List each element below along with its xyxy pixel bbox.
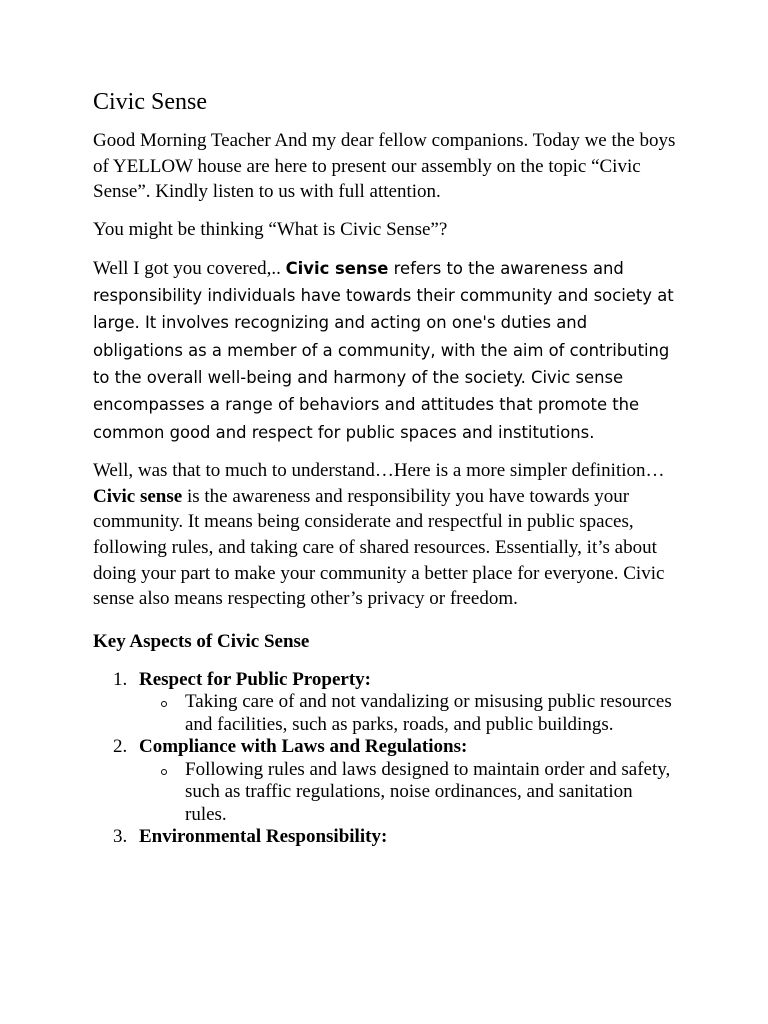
list-item-title: Compliance with Laws and Regulations: [139, 736, 468, 758]
key-aspects-list [93, 669, 678, 849]
sub-list-item-text: Taking care of and not vandalizing or misusing public resources and facilities, such as parks, roads, and public buildings. [185, 691, 672, 735]
key-aspects-heading: Key Aspects of Civic Sense [93, 631, 310, 653]
definition-1-text: refers to the awareness and responsibility individuals have towards their community and society at large. It involves recognizing and acting on one's duties and obligations as a member of a community, with the aim of contributing to the overall well-being and harmony of the society. Civic sense encompasses a range of behaviors and attitudes that promote the common good and respect for public spaces and institutions. [93, 258, 674, 442]
sub-list [139, 691, 678, 736]
list-item-title: Environmental Responsibility: [139, 826, 388, 848]
definition-paragraph-2 [93, 458, 678, 612]
circle-bullet-icon [161, 769, 167, 775]
definition-2-text: is the awareness and responsibility you have towards your community. It means being considerate and respectful in public spaces, following rules, and taking care of shared resources. Essentially, it’s about doing your part to make your community a better place for everyone. Civic sense also means respecting other’s privacy or freedom. [93, 485, 665, 610]
list-item-title: Respect for Public Property: [139, 668, 371, 690]
list-item [93, 669, 678, 737]
sub-list-item-text: Following rules and laws designed to maintain order and safety, such as traffic regulations, noise ordinances, and sanitation rules. [185, 758, 671, 825]
definition-2-prefix: Well, was that to much to understand…Here is a more simpler definition… [93, 459, 665, 481]
definition-1-body [93, 259, 674, 442]
list-item [93, 826, 678, 849]
definition-2-term: Civic sense [93, 485, 183, 507]
definition-1-prefix: Well I got you covered,.. [93, 257, 286, 279]
definition-1-term: Civic sense [285, 258, 389, 278]
definition-paragraph-1 [93, 255, 678, 446]
list-item-number: 3. [113, 826, 128, 848]
sub-list [139, 759, 678, 827]
question-paragraph: You might be thinking “What is Civic Sense”? [93, 219, 448, 241]
list-item-number: 2. [113, 736, 128, 758]
list-item-number: 1. [113, 668, 128, 690]
circle-bullet-icon [161, 701, 167, 707]
list-item [93, 736, 678, 826]
sub-list-item [139, 759, 678, 827]
sub-list-item [139, 691, 678, 736]
intro-paragraph: Good Morning Teacher And my dear fellow companions. Today we the boys of YELLOW house are here to present our assembly on the topic “Civic Sense”. Kindly listen to us with full attention. [93, 130, 676, 203]
document-title: Civic Sense [93, 89, 207, 115]
